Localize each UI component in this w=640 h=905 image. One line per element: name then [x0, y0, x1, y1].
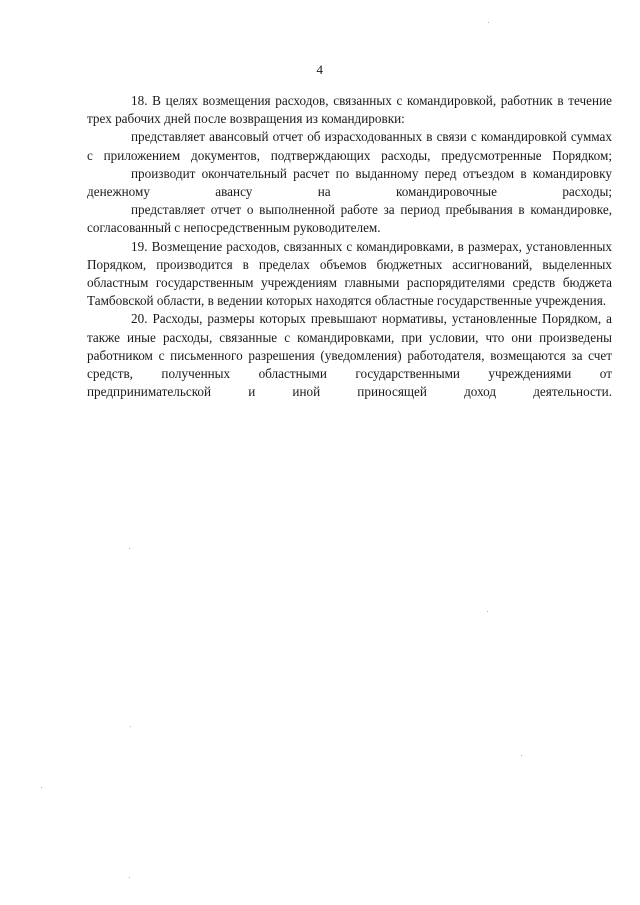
- scan-speck: [487, 611, 488, 612]
- scan-speck: [41, 787, 42, 788]
- paragraph-18-item-work-report: представляет отчет о выполненной работе за период пребывания в командировке, согласованный с непосредственным руководителем.: [87, 202, 612, 236]
- document-body: [87, 92, 612, 401]
- paragraph-20: 20. Расходы, размеры которых превышают нормативы, установленные Порядком, а также иные расходы, связанные с командировками, при условии, что они произведены работником с письменного разрешения (уведомления) работодателя, возмещаются за счет средств, полученных областными государственными учреждениями от предпринимательской и иной приносящей доход деятельности.: [87, 311, 612, 400]
- scan-speck: [488, 22, 489, 23]
- scan-speck: [130, 726, 131, 727]
- scan-speck: [129, 877, 130, 878]
- paragraph-19: 19. Возмещение расходов, связанных с командировками, в размерах, установленных Порядком, производится в пределах объемов бюджетных ассигнований, выделенных областным государственным учреждениям главными распорядителями средств бюджета Тамбовской области, в ведении которых находятся областные государственные учреждения.: [87, 238, 612, 309]
- page-number: 4: [316, 62, 324, 77]
- paragraph-18: 18. В целях возмещения расходов, связанных с командировкой, работник в течение трех рабочих дней после возвращения из командировки:: [87, 93, 612, 127]
- paragraph-18-item-report: представляет авансовый отчет об израсходованных в связи с командировкой суммах с приложением документов, подтверждающих расходы, предусмотренные Порядком;: [87, 129, 612, 163]
- paragraph-18-item-settlement: производит окончательный расчет по выданному перед отъездом в командировку денежному авансу на командировочные расходы;: [87, 165, 612, 200]
- scan-speck: [521, 755, 522, 756]
- scan-speck: [129, 548, 130, 549]
